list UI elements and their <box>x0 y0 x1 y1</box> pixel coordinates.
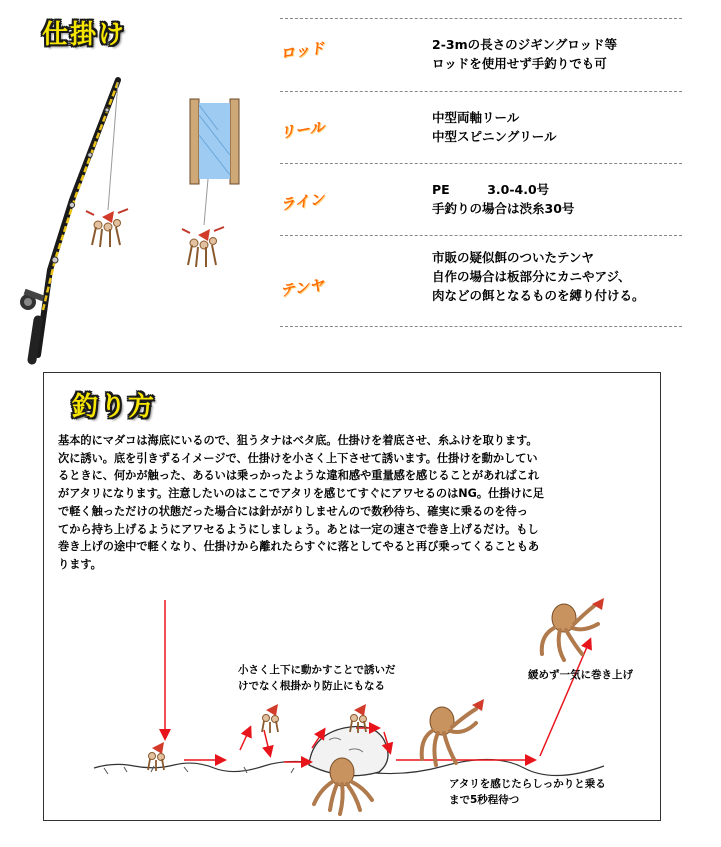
tackle-heading: 仕掛け <box>42 20 127 50</box>
paragraph-line: 基本的にマダコは海底にいるので、狙うタナはベタ底。仕掛けを着底させ、糸ふけを取ります。 <box>58 434 538 447</box>
tackle-row-rod <box>280 19 682 91</box>
reel-up-arrow <box>540 640 590 756</box>
desc-line: 手釣りの場合は渋糸30号 <box>432 201 575 216</box>
paragraph-line: てから持ち上げるようにアワセるようにしましょう。あとは一定の速さで巻き上げるだけ。もし <box>58 522 539 536</box>
tackle-row-desc <box>432 35 617 73</box>
method-heading: 釣り方 <box>72 392 157 422</box>
tackle-table <box>280 18 682 327</box>
handline-spool-illustration <box>178 95 253 280</box>
desc-line: 市販の疑似餌のついたテンヤ <box>432 250 594 265</box>
paragraph-line: 次に誘い。底を引きずるイメージで、仕掛けを小さく上下させて誘います。仕掛けを動かしてい <box>58 451 538 465</box>
tackle-row-desc <box>432 108 557 146</box>
desc-line: 自作の場合は板部分にカニやアジ、 <box>432 269 631 284</box>
divider <box>280 326 682 327</box>
paragraph-line: ります。 <box>58 557 102 571</box>
tackle-row-tenya <box>280 236 682 326</box>
tackle-row-label: ロッド <box>278 38 326 63</box>
arrow <box>264 730 270 755</box>
caption-line: けでなく根掛かり防止にもなる <box>238 680 385 692</box>
tackle-row-label: ライン <box>278 189 326 214</box>
tackle-row-reel <box>280 92 682 163</box>
octopus-reeled-up <box>542 598 604 660</box>
caption-line: 小さく上下に動かすことで誘いだ <box>238 664 396 676</box>
tackle-row-desc <box>432 180 574 218</box>
tackle-row-label: テンヤ <box>278 275 326 300</box>
octopus-on-jig <box>422 699 484 765</box>
desc-line: PE 3.0-4.0号 <box>432 182 550 197</box>
desc-line: 中型両軸リール <box>432 110 520 125</box>
method-paragraph <box>58 432 628 574</box>
tackle-row-line <box>280 164 682 235</box>
desc-line: 2-3mの長さのジギングロッド等 <box>432 37 617 52</box>
fishing-rod-illustration <box>10 70 150 365</box>
tenya-jig <box>262 704 279 733</box>
caption-line: アタリを感じたらしっかりと乗る <box>449 778 606 790</box>
paragraph-line: 巻き上げの途中で軽くなり、仕掛けから離れたらすぐに落としてやると再び乗ってくることもあ <box>58 540 540 554</box>
caption-wait <box>449 776 606 808</box>
tackle-row-label: リール <box>278 117 326 142</box>
desc-line: 肉などの餌となるものを縛り付ける。 <box>432 288 645 303</box>
paragraph-line: るときに、何かが触った、あるいは乗っかったような違和感や重量感を感じることがあればこれ <box>58 469 540 483</box>
caption-reel-up: 緩めず一気に巻き上げ <box>528 669 633 681</box>
caption-jig <box>238 662 396 694</box>
tackle-row-desc <box>432 248 645 305</box>
desc-line: 中型スピニングリール <box>432 129 557 144</box>
caption-line: まで5秒程待つ <box>449 794 520 806</box>
paragraph-line: で軽く触っただけの状態だった場合には針ががりしませんので数秒待ち、確実に乗るのを待っ <box>58 504 528 518</box>
paragraph-line: がアタリになります。注意したいのはここでアタリを感じてすぐにアワセるのはNG。仕掛けに足 <box>58 487 544 501</box>
desc-line: ロッドを使用せず手釣りでも可 <box>432 56 607 71</box>
arrow <box>240 728 250 750</box>
